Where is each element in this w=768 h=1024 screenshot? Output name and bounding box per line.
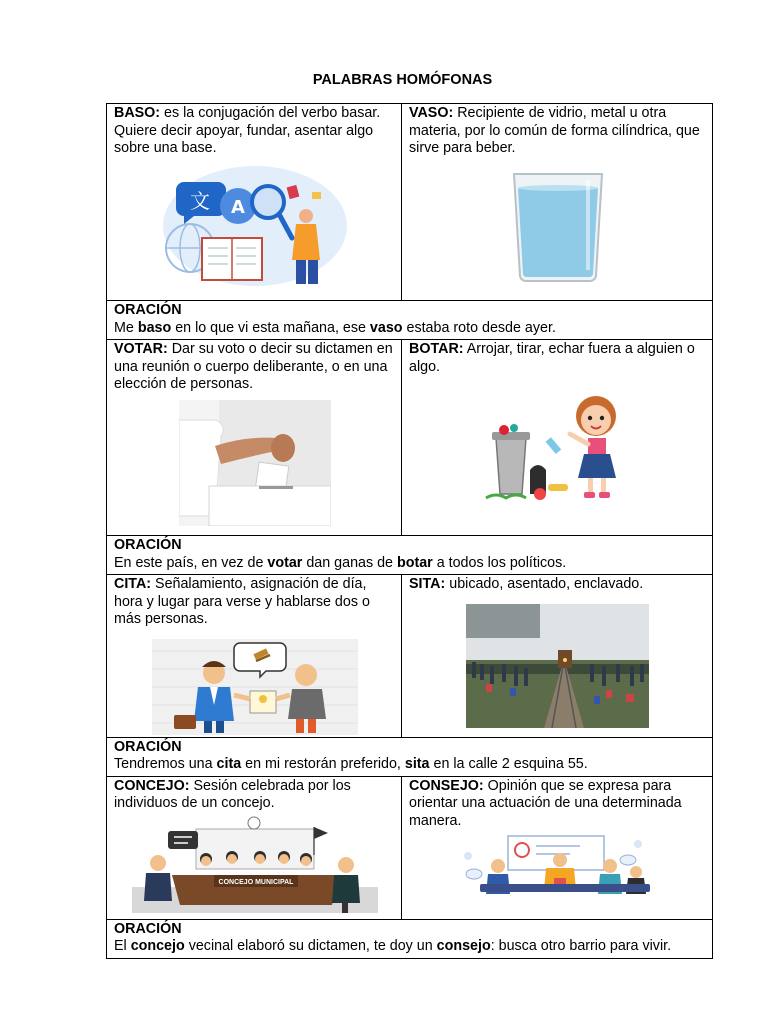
sentence-row bbox=[107, 301, 713, 340]
term: VOTAR: bbox=[114, 341, 168, 357]
sentence-text: vecinal elaboró su dictamen, te doy un bbox=[184, 938, 437, 954]
term: VASO: bbox=[409, 105, 454, 121]
svg-text:A: A bbox=[230, 196, 245, 218]
term: CONSEJO: bbox=[409, 777, 484, 794]
sentence-row bbox=[107, 919, 713, 958]
homophones-table bbox=[106, 103, 713, 959]
sentence-text: estaba roto desde ayer. bbox=[402, 319, 556, 336]
sentence-cell bbox=[107, 919, 713, 958]
sentence-text: El bbox=[114, 938, 131, 954]
sentence-row bbox=[107, 536, 713, 575]
definition-cell bbox=[402, 340, 713, 536]
definition: Recipiente de vidrio, metal u otra materia, por lo común de forma cilíndrica, que sirve para beber. bbox=[409, 105, 700, 156]
pair-row bbox=[107, 104, 713, 301]
sentence-text: en lo que vi esta mañana, ese bbox=[171, 319, 370, 336]
definition-cell bbox=[402, 104, 713, 301]
definition: Señalamiento, asignación de día, hora y lugar para verse y hablarse dos o más personas. bbox=[114, 576, 370, 627]
definition: es la conjugación del verbo basar. Quiere decir apoyar, fundar, asentar algo sobre una base. bbox=[114, 105, 381, 156]
pair-row bbox=[107, 776, 713, 919]
train-tracks-crowd-photo bbox=[466, 604, 649, 728]
team-meeting-illustration bbox=[460, 834, 656, 896]
sentence-text: En este país, en vez de bbox=[114, 554, 268, 571]
definition-cell bbox=[402, 776, 713, 919]
keyword: sita bbox=[404, 756, 430, 772]
keyword: baso bbox=[137, 319, 172, 336]
keyword: concejo bbox=[130, 938, 185, 954]
definition-cell bbox=[107, 104, 402, 301]
sentence-label: ORACIÓN bbox=[114, 920, 182, 937]
ballot-box-illustration bbox=[179, 400, 331, 526]
keyword: consejo bbox=[436, 938, 491, 954]
definition-cell bbox=[107, 340, 402, 536]
sentence-text: : busca otro barrio para vivir. bbox=[490, 938, 672, 954]
sentence-text: Tendremos una bbox=[114, 756, 217, 772]
sentence-text: en la calle 2 esquina 55. bbox=[429, 756, 588, 772]
keyword: votar bbox=[267, 554, 303, 571]
definition-cell bbox=[402, 575, 713, 738]
sentence-label: ORACIÓN bbox=[114, 537, 182, 553]
sentence-text: en mi restorán preferido, bbox=[241, 756, 405, 772]
term: BOTAR: bbox=[409, 341, 464, 357]
definition: Sesión celebrada por los individuos de un concejo. bbox=[114, 777, 351, 811]
definition: Opinión que se expresa para orientar una actuación de una determinada manera. bbox=[409, 777, 682, 829]
council-meeting-illustration bbox=[132, 815, 378, 913]
term: SITA: bbox=[409, 576, 446, 592]
term: BASO: bbox=[114, 105, 161, 121]
pair-row bbox=[107, 340, 713, 536]
sentence-cell bbox=[107, 536, 713, 575]
sentence-cell bbox=[107, 301, 713, 340]
sentence-text: a todos los políticos. bbox=[432, 554, 567, 571]
translation-illustration bbox=[160, 164, 350, 294]
sentence-text: dan ganas de bbox=[302, 554, 397, 571]
svg-text:文: 文 bbox=[189, 188, 210, 213]
definition: ubicado, asentado, enclavado. bbox=[445, 576, 644, 592]
term: CONCEJO: bbox=[114, 777, 190, 794]
girl-throwing-trash-illustration bbox=[478, 388, 638, 506]
pair-row bbox=[107, 575, 713, 738]
meeting-handshake-illustration bbox=[152, 639, 358, 735]
page-title: PALABRAS HOMÓFONAS bbox=[312, 72, 493, 88]
sentence-text: Me bbox=[114, 319, 138, 336]
sentence-label: ORACIÓN bbox=[114, 302, 182, 318]
glass-of-water-illustration bbox=[508, 170, 608, 282]
keyword: cita bbox=[216, 756, 242, 772]
term: CITA: bbox=[114, 576, 152, 592]
definition-cell bbox=[107, 575, 402, 738]
sentence-row bbox=[107, 737, 713, 776]
definition: Dar su voto o decir su dictamen en una reunión o cuerpo deliberante, o en una elección de personas. bbox=[114, 341, 393, 392]
council-sign-text: CONCEJO MUNICIPAL bbox=[218, 878, 293, 886]
definition-cell bbox=[107, 776, 402, 919]
keyword: botar bbox=[396, 554, 433, 571]
keyword: vaso bbox=[369, 319, 403, 336]
definition: Arrojar, tirar, echar fuera a alguien o algo. bbox=[409, 341, 695, 375]
sentence-label: ORACIÓN bbox=[114, 738, 182, 755]
sentence-cell bbox=[107, 737, 713, 776]
